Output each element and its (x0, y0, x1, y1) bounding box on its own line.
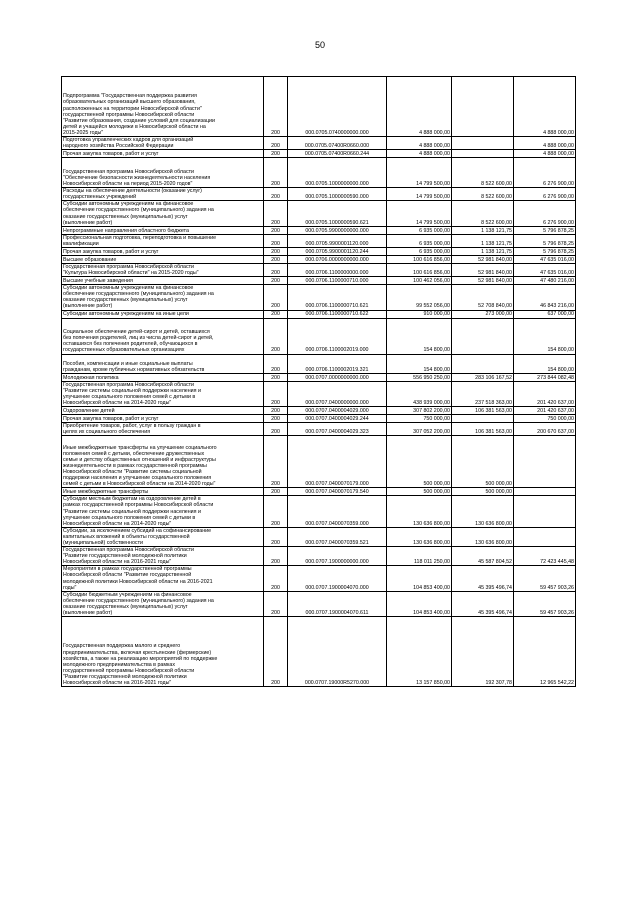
row-amount-3: 5 796 878,25 (514, 226, 576, 234)
row-amount-1: 500 000,00 (387, 488, 452, 496)
row-description: Оздоровление детей (62, 407, 264, 415)
page-number: 50 (314, 40, 325, 50)
row-agency-code: 200 (264, 188, 288, 201)
table-row (62, 591, 576, 616)
row-agency-code: 200 (264, 527, 288, 546)
row-amount-3 (514, 496, 576, 527)
row-description: Государственная программа Новосибирской области "Развитие государственной молодежной политики Новосибирской области на 2016-2021 годы" (62, 547, 264, 566)
row-classification-code: 000.0707.0400070359.000 (288, 496, 387, 527)
row-classification-code: 000.0705.9900000000.000 (288, 226, 387, 234)
row-amount-1: 6 935 000,00 (387, 234, 452, 247)
row-amount-2: 1 138 121,75 (452, 247, 514, 255)
row-description: Молодежная политика (62, 373, 264, 381)
row-amount-1: 104 853 400,00 (387, 566, 452, 591)
row-description: Расходы на обеспечение деятельности (оказание услуг) государственных учреждений (62, 188, 264, 201)
row-classification-code: 000.0706.1100002019.000 (288, 318, 387, 354)
row-classification-code: 000.0707.1900004070.000 (288, 566, 387, 591)
row-amount-1: 556 950 250,00 (387, 373, 452, 381)
row-amount-1: 14 799 500,00 (387, 158, 452, 188)
row-amount-2: 237 518 363,00 (452, 381, 514, 406)
row-classification-code: 000.0707.0400004029.000 (288, 407, 387, 415)
row-description: Государственная поддержка малого и среднего предпринимательства, включая крестьянские (фермерские) хозяйства, а также на реализацию мероприятий по поддержке молодежного предпринимательства в рамках государственной программы Новосибирской области "Развитие государственной молодежной политики Новосибирской области на 2016-2021 годы" (62, 617, 264, 687)
row-agency-code: 200 (264, 158, 288, 188)
table-row (62, 201, 576, 226)
row-classification-code: 000.0706.1100000000.000 (288, 263, 387, 276)
row-description: Мероприятия в рамках государственной программы Новосибирской области "Развитие государственной молодежной политики Новосибирской области на 2016-2021 годы" (62, 566, 264, 591)
row-amount-3: 750 000,00 (514, 415, 576, 423)
table-row (62, 150, 576, 158)
row-agency-code: 200 (264, 423, 288, 436)
row-amount-1: 154 800,00 (387, 318, 452, 354)
row-amount-3: 4 888 000,00 (514, 150, 576, 158)
row-classification-code: 000.0706.1100002019.321 (288, 354, 387, 373)
row-amount-3: 72 423 445,48 (514, 547, 576, 566)
row-amount-3: 5 796 878,25 (514, 247, 576, 255)
table-row (62, 318, 576, 354)
row-amount-1: 4 888 000,00 (387, 137, 452, 150)
row-amount-3: 154 800,00 (514, 318, 576, 354)
row-agency-code: 200 (264, 354, 288, 373)
row-amount-3 (514, 488, 576, 496)
row-classification-code: 000.0706.1100000710.622 (288, 310, 387, 318)
row-agency-code: 200 (264, 415, 288, 423)
row-amount-2 (452, 150, 514, 158)
row-amount-3: 12 965 542,22 (514, 617, 576, 687)
row-amount-2: 500 000,00 (452, 436, 514, 488)
row-amount-1: 130 636 800,00 (387, 496, 452, 527)
row-amount-1: 13 157 850,00 (387, 617, 452, 687)
row-agency-code: 200 (264, 381, 288, 406)
row-agency-code: 200 (264, 407, 288, 415)
row-classification-code: 000.0707.1900004070.611 (288, 591, 387, 616)
row-amount-2 (452, 415, 514, 423)
row-amount-1: 100 616 856,00 (387, 255, 452, 263)
table-row (62, 436, 576, 488)
row-agency-code: 200 (264, 488, 288, 496)
row-amount-3: 200 670 637,00 (514, 423, 576, 436)
row-amount-3: 47 635 016,00 (514, 255, 576, 263)
row-agency-code: 200 (264, 77, 288, 137)
row-amount-2: 130 636 800,00 (452, 527, 514, 546)
row-agency-code: 200 (264, 201, 288, 226)
row-classification-code: 000.0707.0000000000.000 (288, 373, 387, 381)
row-agency-code: 200 (264, 591, 288, 616)
table-row (62, 415, 576, 423)
row-amount-2: 45 395 496,74 (452, 566, 514, 591)
row-amount-2: 273 000,00 (452, 310, 514, 318)
row-agency-code: 200 (264, 247, 288, 255)
row-classification-code: 000.0705.1000000000.000 (288, 158, 387, 188)
row-amount-1: 750 000,00 (387, 415, 452, 423)
row-agency-code: 200 (264, 277, 288, 285)
row-agency-code: 200 (264, 255, 288, 263)
row-description: Профессиональная подготовка, переподготовка и повышение квалификации (62, 234, 264, 247)
row-amount-2: 1 138 121,75 (452, 226, 514, 234)
row-amount-3: 273 844 082,48 (514, 373, 576, 381)
row-amount-1: 14 799 500,00 (387, 201, 452, 226)
table-row (62, 617, 576, 687)
table-row (62, 158, 576, 188)
row-description: Прочая закупка товаров, работ и услуг (62, 150, 264, 158)
row-amount-2: 106 381 563,00 (452, 407, 514, 415)
row-agency-code: 200 (264, 310, 288, 318)
table-row (62, 277, 576, 285)
table-row (62, 77, 576, 137)
table-row (62, 226, 576, 234)
row-amount-3: 6 276 900,00 (514, 188, 576, 201)
row-description: Субсидии бюджетным учреждениям на финансовое обеспечение государственного (муниципального) задания на оказание государственных (муниципальных) услуг (выполнение работ) (62, 591, 264, 616)
row-agency-code: 200 (264, 617, 288, 687)
row-amount-2: 130 636 800,00 (452, 496, 514, 527)
row-amount-1: 500 000,00 (387, 436, 452, 488)
row-description: Государственная программа Новосибирской области "Развитие системы социальной поддержки населения и улучшение социального положения семей с детьми в Новосибирской области на 2014-2020 годы" (62, 381, 264, 406)
row-agency-code: 200 (264, 436, 288, 488)
table-row (62, 496, 576, 527)
row-amount-3: 637 000,00 (514, 310, 576, 318)
row-amount-1: 6 935 000,00 (387, 247, 452, 255)
row-classification-code: 000.0706.1100000710.621 (288, 285, 387, 310)
row-description: Государственная программа Новосибирской области "Обеспечение безопасности жизнедеятельности населения Новосибирской области на период 2015-2020 годов" (62, 158, 264, 188)
row-amount-3: 201 420 637,00 (514, 407, 576, 415)
row-description: Государственная программа Новосибирской области "Культура Новосибирской области" на 2015-2020 годы" (62, 263, 264, 276)
row-agency-code: 200 (264, 547, 288, 566)
row-description: Субсидии местным бюджетам на оздоровление детей в рамках государственной программы Новосибирской области "Развитие системы социальной поддержки населения и улучшение социального положения семей с детьми в Новосибирской области на 2014-2020 годы" (62, 496, 264, 527)
row-description: Подпрограмма "Государственная поддержка развития образовательных организаций высшего образования, расположенных на территории Новосибирской области" государственной программы Новосибирской области "Развитие образования, создание условий для социализации детей и учащейся молодежи в Новосибирской области на 2015-2025 годы" (62, 77, 264, 137)
row-amount-2 (452, 137, 514, 150)
row-amount-2 (452, 354, 514, 373)
row-classification-code: 000.0707.0400070179.540 (288, 488, 387, 496)
row-agency-code: 200 (264, 263, 288, 276)
row-agency-code: 200 (264, 226, 288, 234)
row-amount-2: 52 708 840,00 (452, 285, 514, 310)
table-row (62, 527, 576, 546)
row-amount-3: 4 888 000,00 (514, 137, 576, 150)
row-classification-code: 000.0707.0400004029.244 (288, 415, 387, 423)
table-row (62, 255, 576, 263)
row-description: Прочая закупка товаров, работ и услуг (62, 247, 264, 255)
row-amount-3: 6 276 900,00 (514, 201, 576, 226)
row-agency-code: 200 (264, 373, 288, 381)
row-amount-2: 8 522 600,00 (452, 158, 514, 188)
table-row (62, 263, 576, 276)
row-amount-1: 104 853 400,00 (387, 591, 452, 616)
row-description: Иные межбюджетные трансферты (62, 488, 264, 496)
row-description: Высшие учебные заведения (62, 277, 264, 285)
table-row (62, 566, 576, 591)
row-amount-1: 307 802 200,00 (387, 407, 452, 415)
row-description: Субсидии автономным учреждениям на иные цели (62, 310, 264, 318)
row-amount-3: 154 800,00 (514, 354, 576, 373)
table-row (62, 247, 576, 255)
row-agency-code: 200 (264, 496, 288, 527)
row-amount-1: 99 552 056,00 (387, 285, 452, 310)
table-row (62, 373, 576, 381)
table-row (62, 354, 576, 373)
row-description: Социальное обеспечение детей-сирот и детей, оставшихся без попечения родителей, лиц из числа детей-сирот и детей, оставшихся без попечения родителей, обучающихся в государственных образовательных организациях (62, 318, 264, 354)
row-amount-2: 283 106 167,52 (452, 373, 514, 381)
table-row (62, 285, 576, 310)
row-amount-2 (452, 318, 514, 354)
row-description: Субсидии, за исключением субсидий на софинансирование капитальных вложений в объекты государственной (муниципальной) собственности (62, 527, 264, 546)
table-row (62, 423, 576, 436)
row-classification-code: 000.0707.19000R5270.000 (288, 617, 387, 687)
row-amount-3: 47 635 016,00 (514, 263, 576, 276)
row-amount-2: 8 522 600,00 (452, 201, 514, 226)
row-classification-code: 000.0707.0400070359.521 (288, 527, 387, 546)
table-row (62, 547, 576, 566)
table-row (62, 381, 576, 406)
row-amount-3: 59 457 903,26 (514, 566, 576, 591)
table-row (62, 188, 576, 201)
row-amount-1: 4 888 000,00 (387, 77, 452, 137)
row-amount-3: 201 420 637,00 (514, 381, 576, 406)
row-amount-3: 6 276 900,00 (514, 158, 576, 188)
row-amount-1: 118 011 250,00 (387, 547, 452, 566)
row-classification-code: 000.0705.07400R0660.244 (288, 150, 387, 158)
row-classification-code: 000.0705.9900001120.000 (288, 234, 387, 247)
row-classification-code: 000.0707.0400000000.000 (288, 381, 387, 406)
row-amount-1: 4 888 000,00 (387, 150, 452, 158)
row-amount-3 (514, 527, 576, 546)
row-agency-code: 200 (264, 285, 288, 310)
row-classification-code: 000.0705.9900001120.244 (288, 247, 387, 255)
row-amount-2: 45 395 496,74 (452, 591, 514, 616)
row-amount-1: 910 000,00 (387, 310, 452, 318)
row-amount-2: 8 522 600,00 (452, 188, 514, 201)
row-classification-code: 000.0707.0400004029.323 (288, 423, 387, 436)
row-amount-1: 154 800,00 (387, 354, 452, 373)
row-description: Иные межбюджетные трансферты на улучшение социального положения семей с детьми, обеспечение дружественных семье и детству общественных отношений и инфраструктуры жизнедеятельности в рамках государственной программы Новосибирской области "Развитие системы социальной поддержки населения и улучшение социального положения семей с детьми в Новосибирской области на 2014-2020 годы" (62, 436, 264, 488)
row-amount-2: 45 587 804,52 (452, 547, 514, 566)
row-classification-code: 000.0706.1100000710.000 (288, 277, 387, 285)
row-amount-2: 106 381 563,00 (452, 423, 514, 436)
row-amount-1: 100 462 056,00 (387, 277, 452, 285)
row-description: Субсидии автономным учреждениям на финансовое обеспечение государственного (муниципального) задания на оказание государственных (муниципальных) услуг (выполнение работ) (62, 201, 264, 226)
row-amount-1: 6 935 000,00 (387, 226, 452, 234)
row-classification-code: 000.0706.0000000000.000 (288, 255, 387, 263)
row-classification-code: 000.0707.0400070179.000 (288, 436, 387, 488)
row-amount-3: 46 843 216,00 (514, 285, 576, 310)
table-row (62, 407, 576, 415)
row-amount-3: 59 457 903,26 (514, 591, 576, 616)
table-row (62, 137, 576, 150)
row-classification-code: 000.0705.07400R0660.000 (288, 137, 387, 150)
row-amount-2: 52 981 840,00 (452, 255, 514, 263)
row-amount-1: 130 636 800,00 (387, 527, 452, 546)
row-agency-code: 200 (264, 566, 288, 591)
row-amount-2: 52 981 840,00 (452, 277, 514, 285)
budget-table (61, 76, 576, 687)
row-amount-2: 192 307,78 (452, 617, 514, 687)
row-agency-code: 200 (264, 150, 288, 158)
row-description: Высшее образование (62, 255, 264, 263)
row-agency-code: 200 (264, 318, 288, 354)
row-amount-3: 5 796 878,25 (514, 234, 576, 247)
row-amount-2 (452, 77, 514, 137)
table-row (62, 234, 576, 247)
budget-table-body (62, 77, 576, 687)
row-classification-code: 000.0707.1900000000.000 (288, 547, 387, 566)
row-classification-code: 000.0705.0740000000.000 (288, 77, 387, 137)
row-amount-1: 100 616 856,00 (387, 263, 452, 276)
row-amount-3: 47 480 216,00 (514, 277, 576, 285)
row-description: Прочая закупка товаров, работ и услуг (62, 415, 264, 423)
row-amount-2: 500 000,00 (452, 488, 514, 496)
row-description: Пособия, компенсации и иные социальные выплаты гражданам, кроме публичных нормативных обязательств (62, 354, 264, 373)
row-description: Субсидии автономным учреждениям на финансовое обеспечение государственного (муниципального) задания на оказание государственных (муниципальных) услуг (выполнение работ) (62, 285, 264, 310)
row-description: Непрограммные направления областного бюджета (62, 226, 264, 234)
row-amount-1: 14 799 500,00 (387, 188, 452, 201)
row-classification-code: 000.0705.1000000590.621 (288, 201, 387, 226)
row-classification-code: 000.0705.1000000590.000 (288, 188, 387, 201)
table-row (62, 488, 576, 496)
row-amount-3 (514, 436, 576, 488)
row-agency-code: 200 (264, 234, 288, 247)
row-amount-2: 52 981 840,00 (452, 263, 514, 276)
row-description: Подготовка управленческих кадров для организаций народного хозяйства Российской Федерации (62, 137, 264, 150)
row-amount-2: 1 138 121,75 (452, 234, 514, 247)
table-row (62, 310, 576, 318)
row-amount-1: 438 939 000,00 (387, 381, 452, 406)
row-amount-1: 307 052 200,00 (387, 423, 452, 436)
row-agency-code: 200 (264, 137, 288, 150)
row-description: Приобретение товаров, работ, услуг в пользу граждан в целях их социального обеспечения (62, 423, 264, 436)
row-amount-3: 4 888 000,00 (514, 77, 576, 137)
